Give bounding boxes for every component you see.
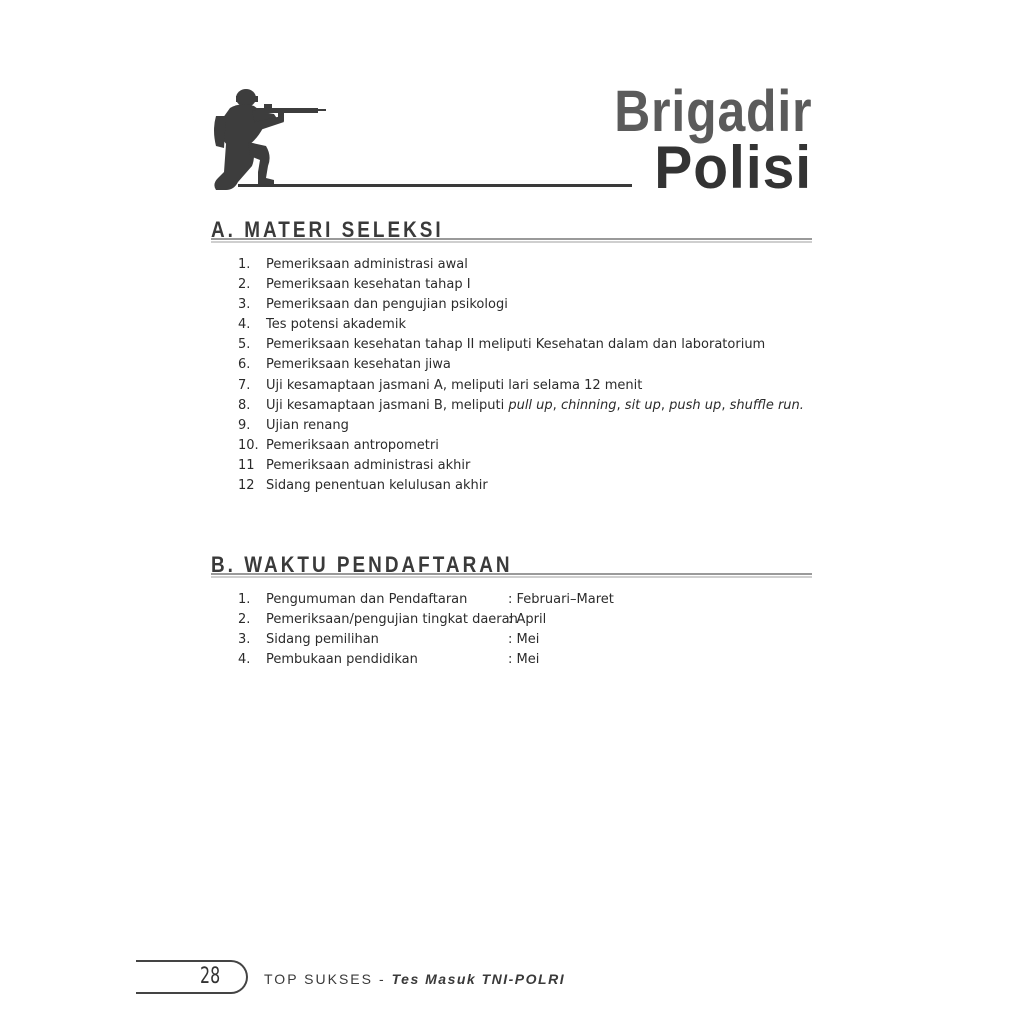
- item-number: 8.: [238, 397, 251, 413]
- item-label: Pemeriksaan/pengujian tingkat daerah: [266, 612, 518, 628]
- item-text: Ujian renang: [266, 417, 349, 433]
- footer-dash: -: [378, 971, 386, 987]
- item-separator: ,: [616, 397, 625, 413]
- list-item: [238, 396, 804, 416]
- item-number: 9.: [238, 417, 251, 433]
- item-text: Pemeriksaan kesehatan jiwa: [266, 357, 451, 373]
- item-value: : Februari–Maret: [508, 592, 614, 607]
- item-number: 6.: [238, 357, 251, 373]
- item-number: 10.: [238, 437, 259, 453]
- footer-brand: TOP SUKSES: [264, 971, 373, 987]
- soldier-silhouette-icon: [208, 86, 332, 192]
- footer-book-title: Tes Masuk TNI-POLRI: [391, 971, 566, 987]
- list-item: [238, 255, 804, 275]
- list-item: [238, 416, 804, 436]
- list-item: [238, 315, 804, 335]
- item-text: Pemeriksaan kesehatan tahap II meliputi Kesehatan dalam dan laboratorium: [266, 337, 766, 353]
- item-number: 3.: [238, 632, 251, 648]
- item-italic-term: shuffle run.: [729, 397, 804, 413]
- list-item: [238, 456, 804, 476]
- item-separator: ,: [552, 397, 561, 413]
- list-item: [238, 335, 804, 355]
- item-label: Pembukaan pendidikan: [266, 652, 418, 668]
- page-number: 28: [200, 964, 221, 989]
- item-italic-term: chinning: [560, 397, 617, 413]
- waktu-pendaftaran-list: [238, 590, 614, 670]
- item-text: Pemeriksaan administrasi awal: [266, 257, 468, 272]
- item-number: 1.: [238, 592, 251, 607]
- item-value: : Mei: [508, 632, 540, 648]
- section-rule: [211, 238, 812, 243]
- section-rule: [211, 573, 812, 578]
- item-number: 11: [238, 457, 255, 473]
- item-italic-term: push up: [669, 397, 722, 413]
- item-number: 4.: [238, 317, 251, 333]
- item-text: Pemeriksaan antropometri: [266, 437, 439, 453]
- list-item: [238, 275, 804, 295]
- item-text: Sidang penentuan kelulusan akhir: [266, 478, 488, 494]
- item-separator: ,: [721, 397, 730, 413]
- item-text: Tes potensi akademik: [266, 317, 406, 333]
- item-number: 2.: [238, 277, 251, 293]
- item-separator: ,: [660, 397, 670, 413]
- item-number: 2.: [238, 612, 251, 628]
- materi-seleksi-list: [238, 255, 804, 496]
- list-item: [238, 650, 540, 670]
- item-italic-term: sit up: [624, 397, 661, 413]
- item-number: 3.: [238, 297, 251, 313]
- list-item: [238, 376, 804, 396]
- item-number: 1.: [238, 257, 251, 272]
- page-number-tab: [136, 960, 248, 994]
- item-number: 4.: [238, 652, 251, 668]
- item-text: Pemeriksaan administrasi akhir: [266, 457, 471, 473]
- item-text: Pemeriksaan dan pengujian psikologi: [266, 297, 508, 313]
- title-underline: [238, 184, 632, 187]
- item-value: : April: [508, 612, 547, 628]
- item-number: 5.: [238, 337, 251, 353]
- section-heading-waktu-pendaftaran: B. WAKTU PENDAFTARAN: [211, 552, 513, 577]
- section-heading-materi-seleksi: A. MATERI SELEKSI: [211, 217, 444, 242]
- item-text: Uji kesamaptaan jasmani A, meliputi lari selama 12 menit: [266, 377, 643, 393]
- page-title-line-1: Brigadir: [613, 79, 812, 144]
- list-item: [238, 295, 804, 315]
- list-item: [238, 630, 540, 650]
- item-value: : Mei: [508, 652, 540, 668]
- item-italic-term: pull up: [508, 397, 553, 413]
- page-title-line-2: Polisi: [654, 134, 812, 201]
- item-text: Uji kesamaptaan jasmani B, meliputi: [266, 397, 509, 413]
- item-number: 12: [238, 478, 255, 494]
- item-label: Pengumuman dan Pendaftaran: [266, 592, 468, 607]
- list-item: [238, 590, 614, 610]
- list-item: [238, 610, 547, 630]
- list-item: [238, 476, 804, 496]
- item-text: Pemeriksaan kesehatan tahap I: [266, 277, 471, 293]
- running-footer: [264, 971, 565, 987]
- list-item: [238, 436, 804, 456]
- item-number: 7.: [238, 377, 251, 393]
- item-label: Sidang pemilihan: [266, 632, 379, 648]
- list-item: [238, 355, 804, 375]
